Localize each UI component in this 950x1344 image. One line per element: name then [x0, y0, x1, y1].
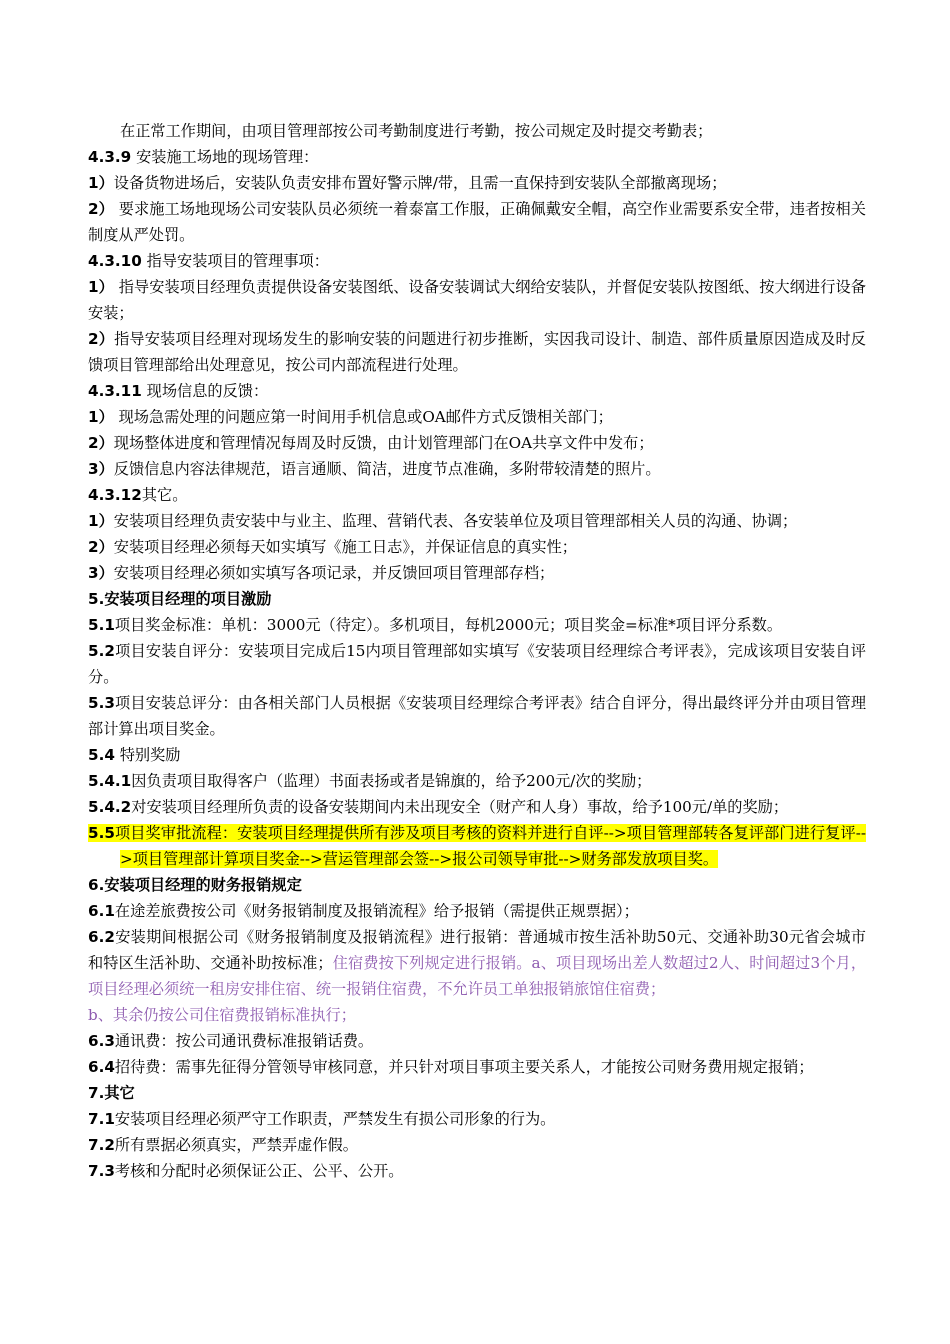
section-number: 4.3.12	[88, 486, 142, 504]
clause-number: 5.5	[88, 824, 115, 842]
section-4-3-9-heading	[88, 144, 866, 170]
item-number: 1）	[88, 408, 114, 426]
clause-text: 安装项目经理必须严守工作职责，严禁发生有损公司形象的行为。	[114, 1110, 556, 1128]
section-4-3-11-heading	[88, 378, 866, 404]
clause-text-purple: 住宿费按下列规定进行报销。a、项目现场出差人数超过2人、时间超过3个月，项目经理必须统一租房安排住宿、统一报销住宿费，不允许员工单独报销旅馆住宿费；	[88, 954, 867, 998]
item-number: 1）	[88, 512, 114, 530]
section-title: 其它。	[141, 486, 188, 504]
section-number: 4.3.10	[88, 252, 142, 270]
section-4-3-10-heading	[88, 248, 866, 274]
item-text: 现场整体进度和管理情况每周及时反馈，由计划管理部门在OA共享文件中发布；	[113, 434, 654, 452]
clause-text: 招待费：需事先征得分管领导审核同意，并只针对项目事项主要关系人，才能按公司财务费用规定报销；	[114, 1058, 814, 1076]
clause-5-5-highlighted	[88, 820, 866, 872]
clause-number: 6.4	[88, 1058, 115, 1076]
clause-text: 项目奖金标准：单机：3000元（待定）。多机项目，每机2000元；项目奖金=标准*项目评分系数。	[114, 616, 783, 634]
paragraph-attendance	[88, 118, 866, 144]
clause-6-1	[88, 898, 866, 924]
list-item	[88, 274, 866, 326]
section-title: 指导安装项目的管理事项：	[141, 252, 329, 270]
clause-number: 5.2	[88, 642, 115, 660]
item-text: 安装项目经理必须每天如实填写《施工日志》，并保证信息的真实性；	[113, 538, 577, 556]
clause-number: 6.3	[88, 1032, 115, 1050]
item-text: 反馈信息内容法律规范，语言通顺、简洁，进度节点准确，多附带较清楚的照片。	[113, 460, 661, 478]
item-text: 现场急需处理的问题应第一时间用手机信息或OA邮件方式反馈相关部门；	[113, 408, 613, 426]
clause-number: 7.2	[88, 1136, 115, 1154]
clause-7-2	[88, 1132, 866, 1158]
item-number: 1）	[88, 278, 114, 296]
clause-text: 在途差旅费按公司《财务报销制度及报销流程》给予报销（需提供正规票据）；	[114, 902, 639, 920]
chapter-6-heading: 6.安装项目经理的财务报销规定	[88, 876, 302, 894]
clause-text: 项目安装总评分：由各相关部门人员根据《安装项目经理综合考评表》结合自评分，得出最终评分并由项目管理部计算出项目奖金。	[88, 694, 866, 738]
clause-5-3	[88, 690, 866, 742]
clause-5-2	[88, 638, 866, 690]
clause-6-3	[88, 1028, 866, 1054]
clause-text: 项目奖审批流程：安装项目经理提供所有涉及项目考核的资料并进行自评-->项目管理部转各复评部门进行复评-->项目管理部计算项目奖金-->营运管理部会签-->报公司领导审批-->财务部发放项目奖。	[114, 824, 866, 868]
clause-5-4	[88, 742, 866, 768]
clause-number: 5.4.2	[88, 798, 132, 816]
document-body	[88, 118, 866, 1184]
item-text: 指导安装项目经理负责提供设备安装图纸、设备安装调试大纲给安装队，并督促安装队按图纸、按大纲进行设备安装；	[88, 278, 866, 322]
clause-6-4	[88, 1054, 866, 1080]
clause-number: 5.4.1	[88, 772, 132, 790]
section-title: 现场信息的反馈：	[141, 382, 269, 400]
list-item	[88, 508, 866, 534]
item-text: 安装项目经理负责安装中与业主、监理、营销代表、各安装单位及项目管理部相关人员的沟通、协调；	[113, 512, 798, 530]
section-number: 4.3.9	[88, 148, 132, 166]
clause-text: 考核和分配时必须保证公正、公平、公开。	[114, 1162, 404, 1180]
clause-6-2-b: b、其余仍按公司住宿费报销标准执行；	[88, 1006, 356, 1024]
clause-number: 7.1	[88, 1110, 115, 1128]
chapter-5-heading: 5.安装项目经理的项目激励	[88, 590, 272, 608]
chapter-7-heading: 7.其它	[88, 1084, 135, 1102]
item-text: 指导安装项目经理对现场发生的影响安装的问题进行初步推断，实因我司设计、制造、部件质量原因造成及时反馈项目管理部给出处理意见，按公司内部流程进行处理。	[88, 330, 866, 374]
clause-5-4-1	[88, 768, 866, 794]
clause-number: 5.1	[88, 616, 115, 634]
list-item	[88, 404, 866, 430]
item-number: 1）	[88, 174, 114, 192]
item-number: 2）	[88, 200, 114, 218]
clause-number: 7.3	[88, 1162, 115, 1180]
list-item	[88, 196, 866, 248]
clause-7-1	[88, 1106, 866, 1132]
item-number: 2）	[88, 330, 115, 348]
list-item	[88, 534, 866, 560]
text: 在正常工作期间，由项目管理部按公司考勤制度进行考勤，按公司规定及时提交考勤表；	[120, 122, 713, 140]
clause-text: 安装期间根据公司《财务报销制度及报销流程》进行报销：普通城市按生活补助50元、交通补助30元省会城市和特区生活补助、交通补助按标准；	[88, 928, 866, 972]
item-text: 设备货物进场后，安装队负责安排布置好警示牌/带，且需一直保持到安装队全部撤离现场；	[113, 174, 727, 192]
list-item	[88, 430, 866, 456]
section-title: 安装施工场地的现场管理：	[131, 148, 319, 166]
list-item	[88, 170, 866, 196]
item-number: 3）	[88, 564, 114, 582]
item-number: 3）	[88, 460, 114, 478]
clause-5-4-2	[88, 794, 866, 820]
clause-number: 5.4	[88, 746, 115, 764]
clause-text: 对安装项目经理所负责的设备安装期间内未出现安全（财产和人身）事故，给予100元/单的奖励；	[131, 798, 789, 816]
item-text: 要求施工场地现场公司安装队员必须统一着泰富工作服，正确佩戴安全帽，高空作业需要系安全带，违者按相关制度从严处罚。	[88, 200, 866, 244]
item-number: 2）	[88, 538, 114, 556]
section-number: 4.3.11	[88, 382, 142, 400]
clause-number: 6.1	[88, 902, 115, 920]
clause-text: 通讯费：按公司通讯费标准报销话费。	[114, 1032, 374, 1050]
clause-text: 项目安装自评分：安装项目完成后15内项目管理部如实填写《安装项目经理综合考评表》，完成该项目安装自评分。	[88, 642, 866, 686]
clause-number: 5.3	[88, 694, 115, 712]
item-text: 安装项目经理必须如实填写各项记录，并反馈回项目管理部存档；	[113, 564, 555, 582]
clause-number: 6.2	[88, 928, 115, 946]
clause-5-1	[88, 612, 866, 638]
clause-text: 特别奖励	[114, 746, 181, 764]
clause-text: 因负责项目取得客户（监理）书面表扬或者是锦旗的，给予200元/次的奖励；	[131, 772, 652, 790]
list-item	[88, 326, 866, 378]
item-number: 2）	[88, 434, 114, 452]
section-4-3-12-heading	[88, 482, 866, 508]
clause-6-2	[88, 924, 866, 1002]
list-item	[88, 456, 866, 482]
clause-7-3	[88, 1158, 866, 1184]
clause-text: 所有票据必须真实，严禁弄虚作假。	[114, 1136, 358, 1154]
list-item	[88, 560, 866, 586]
